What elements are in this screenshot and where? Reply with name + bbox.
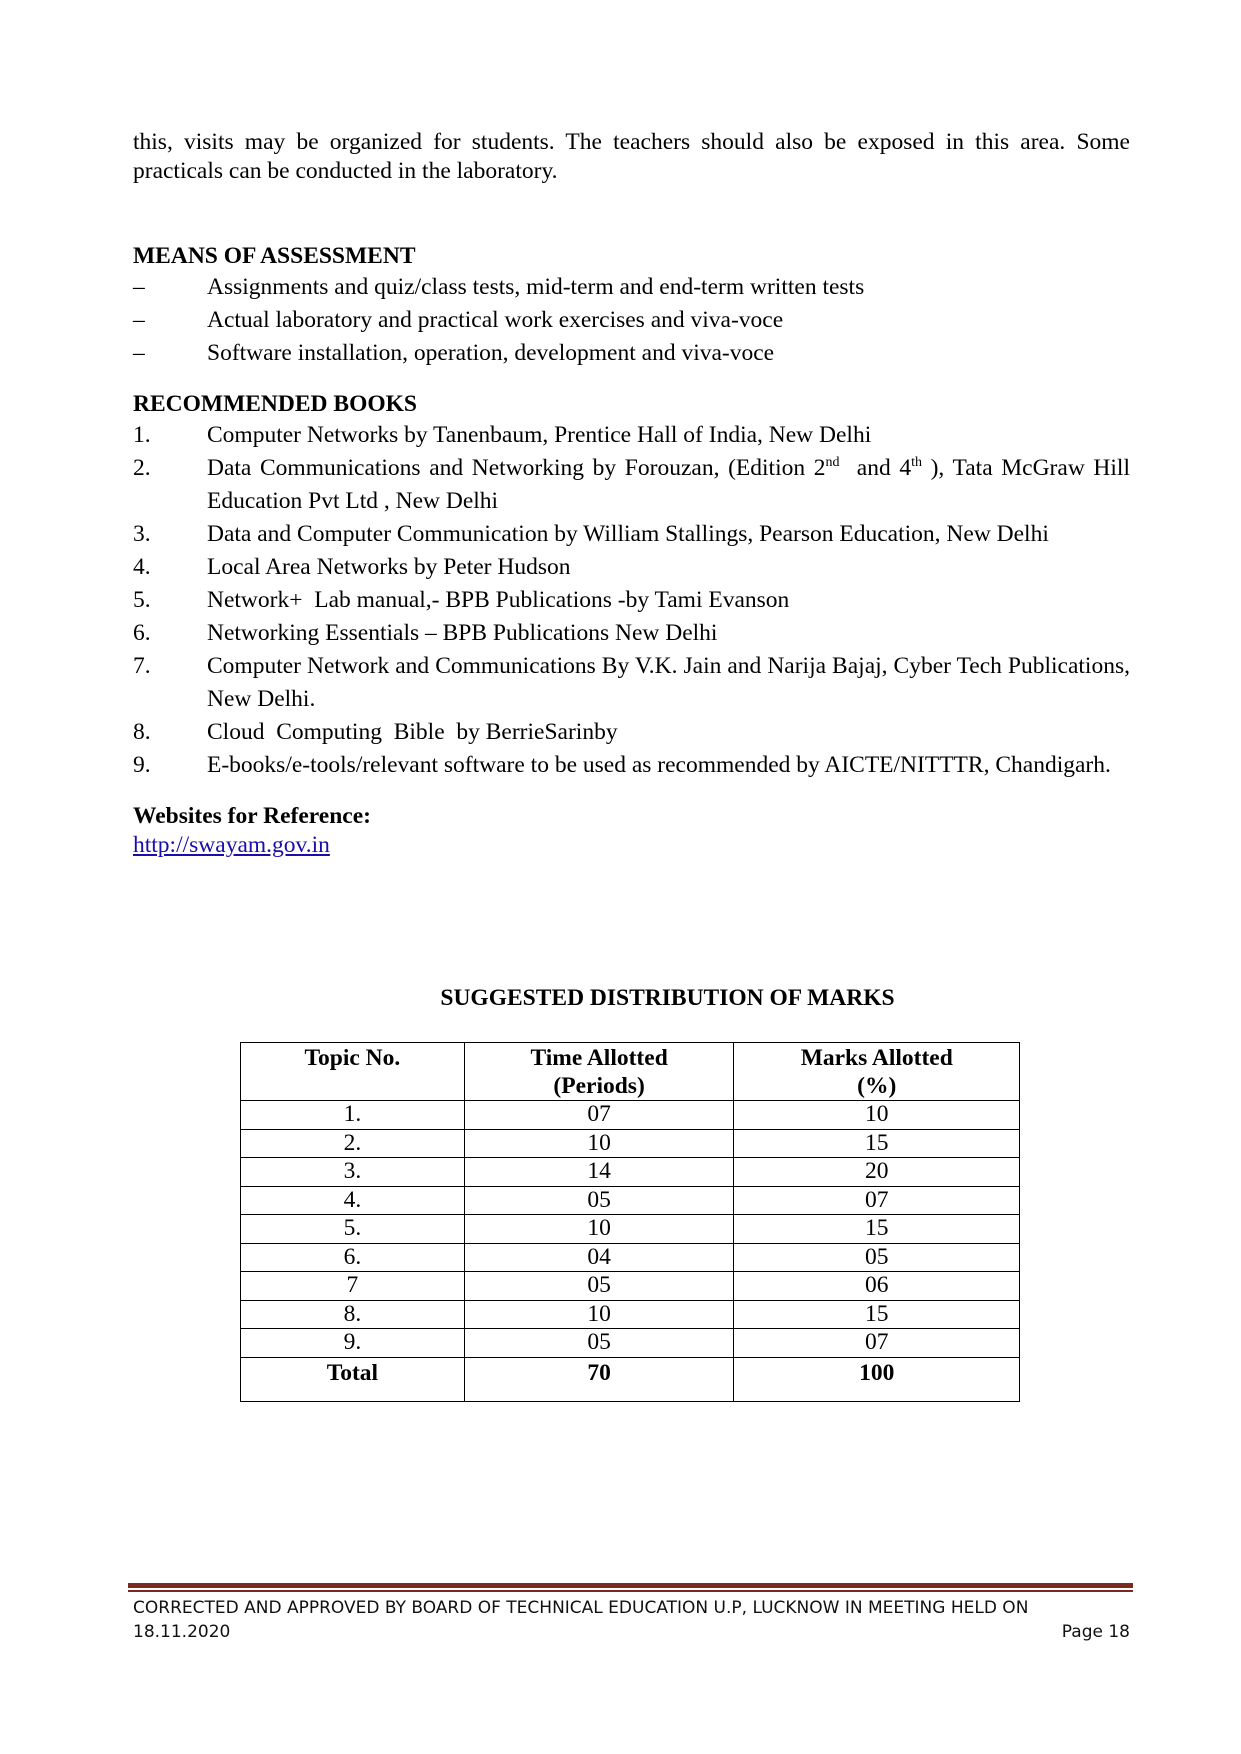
page-content [133,128,1130,860]
table-row: 6. 04 05 [241,1243,1020,1272]
table-row: 8. 10 15 [241,1300,1020,1329]
list-item: 5. Network+ Lab manual,- BPB Publications -by Tami Evanson [133,587,790,613]
table-row: 5. 10 15 [241,1215,1020,1244]
footer-rule-thick [128,1583,1133,1588]
list-item: – Software installation, operation, development and viva-voce [133,337,1130,370]
table-row: 2. 10 15 [241,1129,1020,1158]
marks-distribution-table [240,1042,1020,1402]
list-item: 8. Cloud Computing Bible by BerrieSarinby [133,719,618,745]
list-item: – Actual laboratory and practical work exercises and viva-voce [133,304,1130,337]
books-heading: RECOMMENDED BOOKS [133,391,417,417]
dash-marker: – [133,307,145,333]
dash-marker: – [133,274,145,300]
list-item: 2. Data Communications and Networking by Forouzan, (Edition 2nd and 4th ), Tata McGraw Hill Education Pvt Ltd , New Delhi [133,455,1130,514]
page-number: Page 18 [1061,1622,1130,1642]
table-row: 9. 05 07 [241,1329,1020,1358]
marks-header: Marks Allotted (%) [734,1043,1020,1101]
page-footer [133,1596,1130,1644]
table-row: 7 05 06 [241,1272,1020,1301]
books-list [133,419,1130,782]
footer-approval-text: CORRECTED AND APPROVED BY BOARD OF TECHNICAL EDUCATION U.P, LUCKNOW IN MEETING HELD ON [133,1598,1029,1618]
list-item: 6. Networking Essentials – BPB Publications New Delhi [133,620,718,646]
assessment-list [133,271,1130,370]
list-item: 7. Computer Network and Communications By V.K. Jain and Narija Bajaj, Cyber Tech Publications, New Delhi. [133,653,1130,712]
assessment-heading: MEANS OF ASSESSMENT [133,243,416,269]
list-item: 3. Data and Computer Communication by William Stallings, Pearson Education, New Delhi [133,521,1049,547]
table-row: 3. 14 20 [241,1158,1020,1187]
table-total-row: Total 70 100 [241,1357,1020,1401]
dash-marker: – [133,340,145,366]
list-item: 4. Local Area Networks by Peter Hudson [133,554,571,580]
list-item: 9. E-books/e-tools/relevant software to be used as recommended by AICTE/NITTTR, Chandigarh. [133,752,1111,778]
table-row: 4. 05 07 [241,1186,1020,1215]
footer-date: 18.11.2020 [133,1622,231,1642]
websites-heading: Websites for Reference: [133,803,371,829]
table-header-row [241,1043,1020,1101]
intro-paragraph: this, visits may be organized for students. The teachers should also be exposed in this area. Some practicals can be conducted in the laboratory. [133,129,1130,184]
time-header: Time Allotted (Periods) [464,1043,734,1101]
list-item: – Assignments and quiz/class tests, mid-term and end-term written tests [133,271,1130,304]
table-row: 1. 07 10 [241,1101,1020,1130]
table-title: SUGGESTED DISTRIBUTION OF MARKS [440,985,895,1011]
footer-rule-thin [128,1590,1133,1592]
list-item: 1. Computer Networks by Tanenbaum, Prentice Hall of India, New Delhi [133,422,872,448]
topic-header: Topic No. [241,1043,465,1101]
swayam-link[interactable]: http://swayam.gov.in [133,832,330,858]
